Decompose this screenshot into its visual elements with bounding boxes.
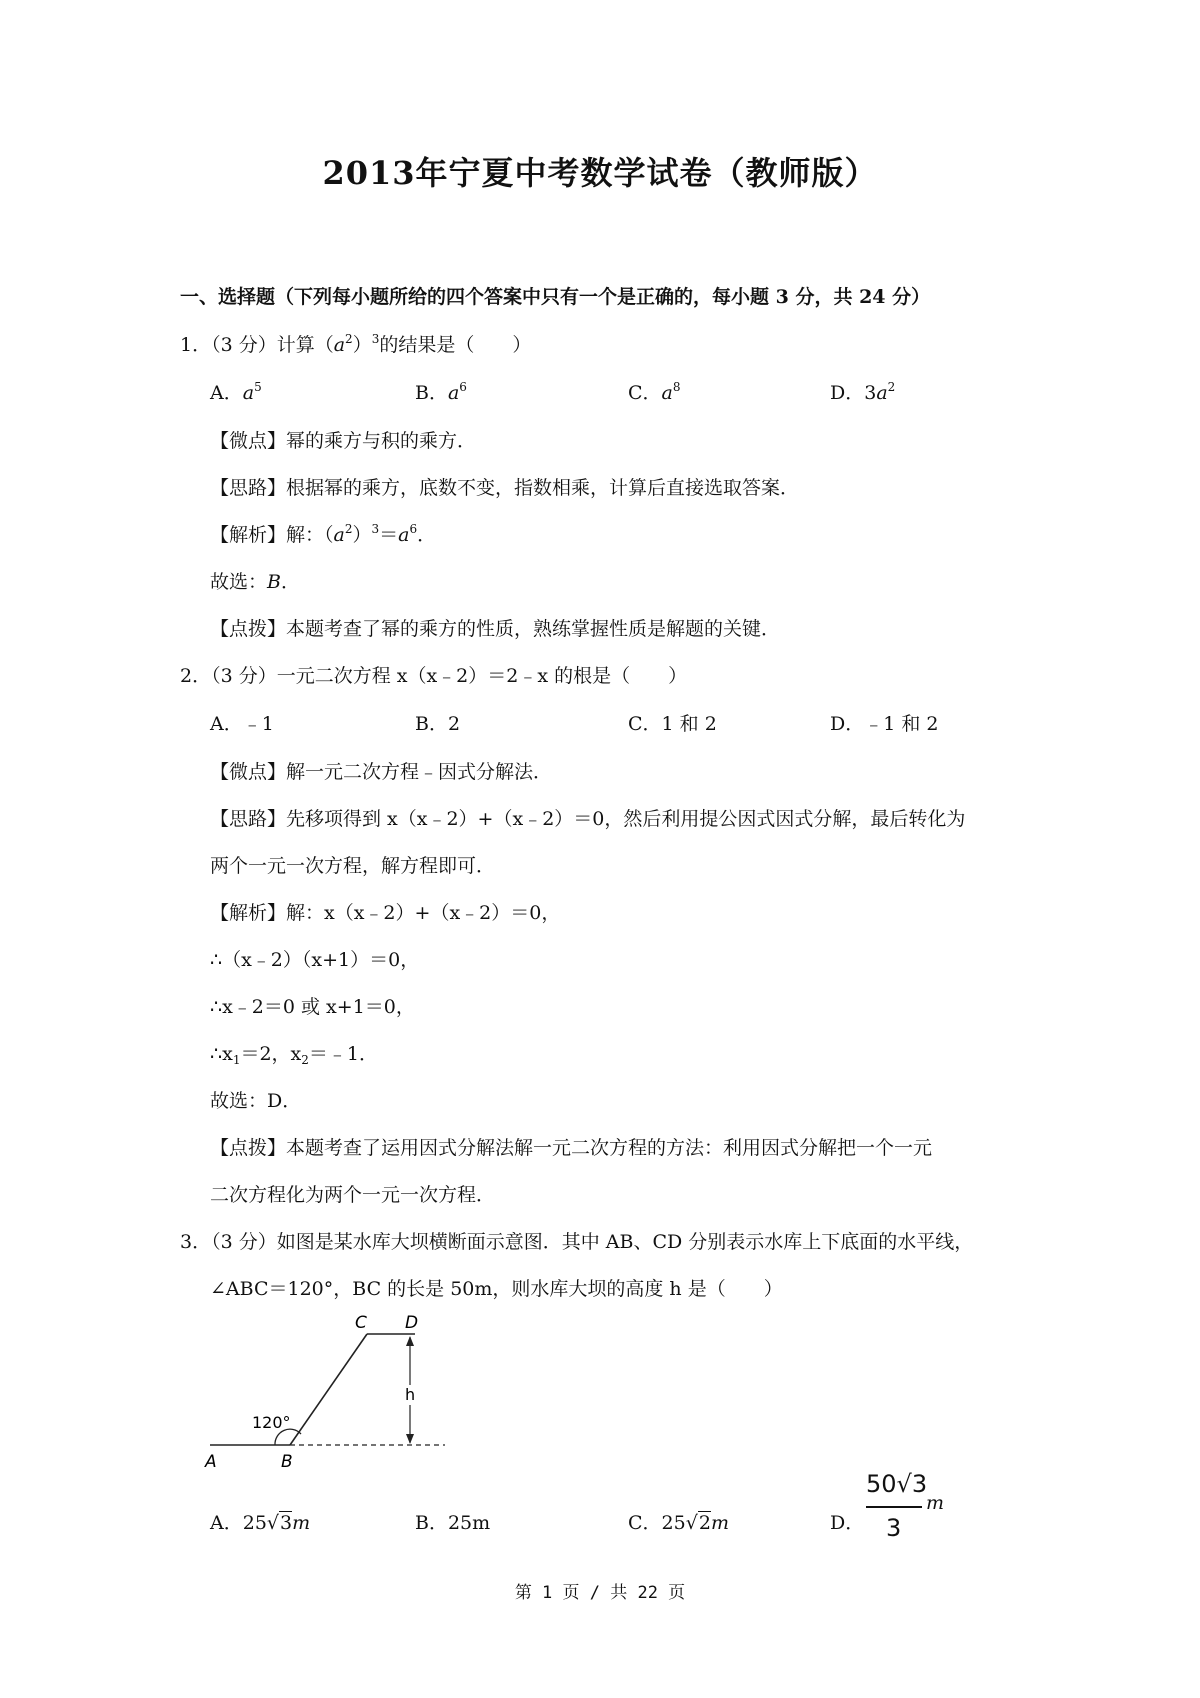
q1-solution: 【解析】解：$(a^2)^3=a^6$． (210, 522, 437, 546)
q3-stem-line2: ∠ABC＝120°，BC 的长是 50m，则水库大坝的高度 h 是（ ） (210, 1278, 783, 1300)
fraction-unit: m (926, 1492, 945, 1514)
q1-option-c: C．$a^8$ (628, 380, 681, 404)
dam-cross-section-figure (205, 1310, 455, 1472)
page-footer: 第 1 页 / 共 22 页 (514, 1583, 686, 1603)
q2-option-d: D．﹣1 和 2 (830, 713, 939, 735)
q1-idea: 【思路】根据幂的乘方，底数不变，指数相乘，计算后直接选取答案． (210, 477, 800, 499)
q2-solution-4: $\therefore x_1=2$，$x_2=﹣1$． (210, 1043, 378, 1067)
q2-option-a: A．﹣1 (210, 713, 274, 735)
q3-option-b: B．25m (415, 1512, 491, 1534)
height-arrow-top-head (406, 1336, 414, 1346)
q3-option-a: A．25√3m (210, 1512, 311, 1534)
q2-stem: 2．（3 分）一元二次方程 x（x﹣2）＝2﹣x 的根是（ ） (180, 665, 688, 687)
q2-solution-2: ∴（x﹣2）（x+1）＝0， (210, 949, 420, 971)
q2-tip-line1: 【点拨】本题考查了运用因式分解法解一元二次方程的方法：利用因式分解把一个一元 (210, 1137, 933, 1159)
q3-option-d-label: D． (830, 1512, 865, 1534)
q2-solution-1: 【解析】解：x（x﹣2）+（x﹣2）＝0， (210, 902, 561, 924)
q2-choice: 故选：D． (210, 1090, 302, 1112)
line-bc (290, 1334, 367, 1445)
point-d-label: D (405, 1313, 419, 1333)
q2-point: 【微点】解一元二次方程﹣因式分解法． (210, 761, 553, 783)
q2-idea-line2: 两个一元一次方程，解方程即可． (210, 855, 496, 877)
point-a-label: A (205, 1452, 217, 1472)
fraction-bar (866, 1506, 922, 1508)
page-title: 2013年宁夏中考数学试卷（教师版） (322, 154, 878, 192)
height-arrow-bottom-head (406, 1434, 414, 1444)
q1-option-a: A．$a^5$ (210, 380, 262, 404)
q1-option-b: B．$a^6$ (415, 380, 467, 404)
fraction-denominator: 3 (886, 1514, 902, 1542)
q1-option-d: D．$3a^2$ (830, 380, 896, 404)
q3-option-d-fraction (866, 1470, 946, 1550)
q1-tip: 【点拨】本题考查了幂的乘方的性质，熟练掌握性质是解题的关键． (210, 618, 781, 640)
q1-choice: 故选：B． (210, 571, 300, 593)
q1-stem: 1．（3 分）计算$(a^2)^3$的结果是（ ） (180, 332, 532, 356)
q2-option-c: C．1 和 2 (628, 713, 717, 735)
q2-solution-3: ∴x﹣2＝0 或 x+1＝0， (210, 996, 415, 1018)
q1-point: 【微点】幂的乘方与积的乘方． (210, 430, 477, 452)
point-c-label: C (355, 1313, 367, 1333)
q2-idea-line1: 【思路】先移项得到 x（x﹣2）+（x﹣2）＝0，然后利用提公因式因式分解，最后转化为 (210, 808, 966, 830)
q2-option-b: B．2 (415, 713, 461, 735)
height-label: h (405, 1385, 416, 1404)
q2-tip-line2: 二次方程化为两个一元一次方程． (210, 1184, 496, 1206)
angle-label: 120° (252, 1413, 291, 1432)
fraction-numerator: 50√3 (866, 1470, 928, 1498)
q3-stem-line1: 3．（3 分）如图是某水库大坝横断面示意图．其中 AB、CD 分别表示水库上下底面的水平线， (180, 1231, 974, 1253)
section-heading: 一、选择题（下列每小题所给的四个答案中只有一个是正确的，每小题 3 分，共 24 分） (180, 286, 931, 308)
q3-option-c: C．25√2m (628, 1512, 729, 1534)
point-b-label: B (281, 1452, 293, 1472)
